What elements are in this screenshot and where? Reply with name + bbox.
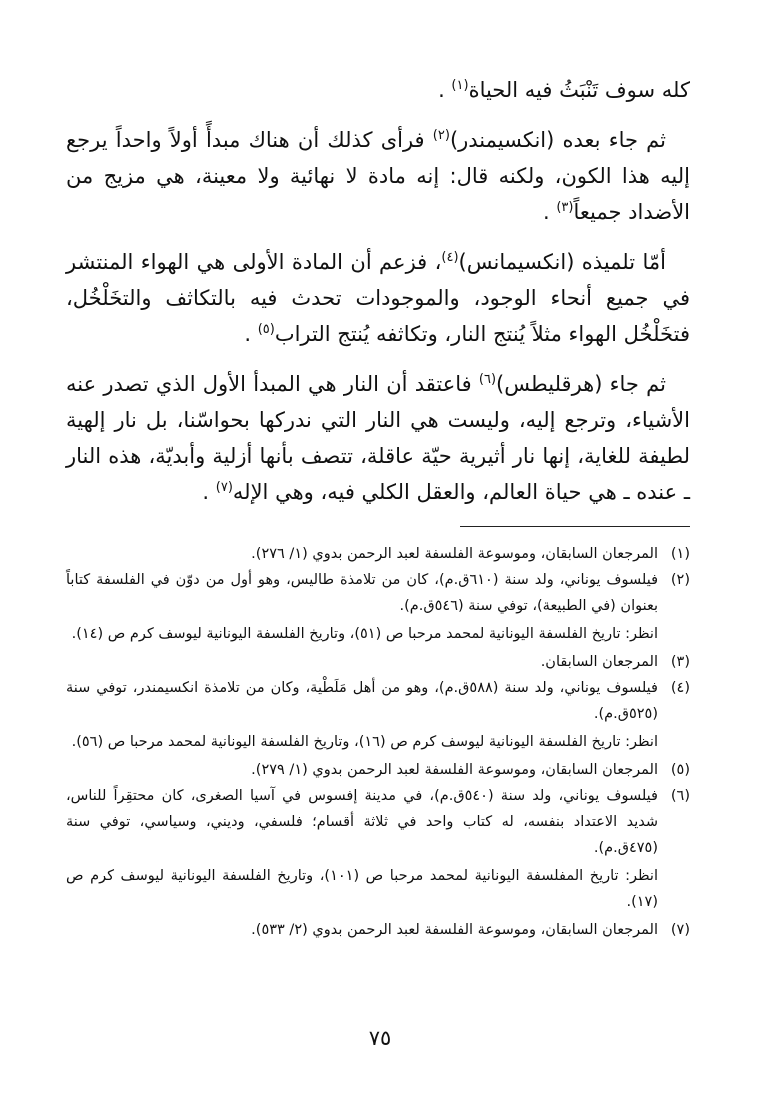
footnote-number: (٧) <box>670 922 690 938</box>
footnote-text: فيلسوف يوناني، ولد سنة (٥٨٨ق.م)، وهو من أهل مَلَطْية، وكان من تلامذة انكسيمندر، توفي سنة (٥٢٥ق.م). <box>66 680 658 722</box>
footnote-number: (٣) <box>670 654 690 670</box>
page-body <box>66 72 690 943</box>
paragraph-4 <box>66 366 690 510</box>
paragraph-text: . <box>542 200 557 224</box>
footnote-reference: انظر: تاريخ الفلسفة اليونانية ليوسف كرم ص (١٦)، وتاريخ الفلسفة اليونانية لمحمد مرحبا ص (٥٦). <box>71 734 658 750</box>
paragraph-3 <box>66 244 690 352</box>
footnote-6 <box>66 783 690 861</box>
page-number: ٧٥ <box>368 1026 392 1050</box>
footnote-ref: (١) <box>451 78 469 93</box>
footnote-number: (٥) <box>670 762 690 778</box>
footnote-ref: (٢) <box>432 128 450 143</box>
paragraph-text: فرأى كذلك أن هناك مبدأً أولاً واحداً يرجع إليه هذا الكون، ولكنه قال: إنه مادة لا نهائية ولا معينة، هي مزيج من الأضداد جميعاً <box>66 128 690 224</box>
footnote-number: (٤) <box>670 680 690 696</box>
footnote-4 <box>66 675 690 727</box>
footnote-text: فيلسوف يوناني، ولد سنة (٥٤٠ق.م)، في مدينة إفسوس في آسيا الصغرى، كان محتقِراً للناس، شديد الاعتداد بنفسه، له كتاب واحد في ثلاثة أقسام؛ فلسفي، وديني، وسياسي، توفي سنة (٤٧٥ق.م). <box>66 788 658 856</box>
footnote-separator <box>460 526 690 527</box>
paragraph-text: أمّا تلميذه (انكسيمانس) <box>458 250 666 274</box>
footnote-5 <box>66 757 690 783</box>
footnote-text: المرجعان السابقان، وموسوعة الفلسفة لعبد الرحمن بدوي (١/ ٢٧٩). <box>251 762 658 778</box>
paragraph-text: ثم جاء بعده (انكسيمندر) <box>449 128 666 152</box>
paragraph-text: ثم جاء (هرقليطس) <box>496 372 666 396</box>
paragraph-text: كله سوف تَنْبَثُ فيه الحياة <box>468 78 690 102</box>
paragraph-text: فاعتقد أن النار هي المبدأ الأول الذي تصدر عنه الأشياء، وترجع إليه، وليست هي النار التي ندركها بحواسّنا، بل نار إلهية لطيفة للغاية، إنها نار أثيرية حيّة عاقلة، تتصف بأنها أزلية وأبديّة، هذه النار ـ عنده ـ هي حياة العالم، والعقل الكلي فيه، وهي الإله <box>66 372 690 504</box>
footnote-number: (٦) <box>670 788 690 804</box>
paragraph-1 <box>66 72 690 108</box>
footnote-ref: (٧) <box>215 480 233 495</box>
footnote-text: المرجعان السابقان. <box>540 654 658 670</box>
footnote-reference: انظر: تاريخ المفلسفة اليونانية لمحمد مرحبا ص (١٠١)، وتاريخ الفلسفة اليونانية ليوسف كرم ص (١٧). <box>66 868 658 910</box>
paragraph-text: . <box>438 78 452 102</box>
footnote-ref: (٥) <box>257 322 275 337</box>
footnote-ref: (٤) <box>441 250 459 265</box>
footnotes <box>66 541 690 943</box>
footnote-ref: (٦) <box>478 372 497 387</box>
footnote-7 <box>66 917 690 943</box>
footnote-3 <box>66 649 690 675</box>
footnote-number: (١) <box>670 546 690 562</box>
paragraph-text: . <box>202 480 216 504</box>
footnote-ref: (٣) <box>556 200 574 215</box>
footnote-number: (٢) <box>670 572 690 588</box>
footnote-2 <box>66 567 690 619</box>
paragraph-2 <box>66 122 690 230</box>
paragraph-text: ، فزعم أن المادة الأولى هي الهواء المنتشر في جميع أنحاء الوجود، والموجودات تحدث فيه بالتكاثف والتخَلْخُل، فتخَلْخُل الهواء مثلاً يُنتج النار، وتكاثفه يُنتج التراب <box>66 250 690 346</box>
footnote-1 <box>66 541 690 567</box>
footnote-text: فيلسوف يوناني، ولد سنة (٦١٠ق.م)، كان من تلامذة طاليس، وهو أول من دوّن في الفلسفة كتاباً بعنوان (في الطبيعة)، توفي سنة (٥٤٦ق.م). <box>66 572 659 614</box>
footnote-text: المرجعان السابقان، وموسوعة الفلسفة لعبد الرحمن بدوي (٢/ ٥٣٣). <box>251 922 658 938</box>
footnote-reference: انظر: تاريخ الفلسفة اليونانية لمحمد مرحبا ص (٥١)، وتاريخ الفلسفة اليونانية ليوسف كرم ص (١٤). <box>71 626 658 642</box>
paragraph-text: . <box>244 322 258 346</box>
footnote-text: المرجعان السابقان، وموسوعة الفلسفة لعبد الرحمن بدوي (١/ ٢٧٦). <box>251 546 658 562</box>
